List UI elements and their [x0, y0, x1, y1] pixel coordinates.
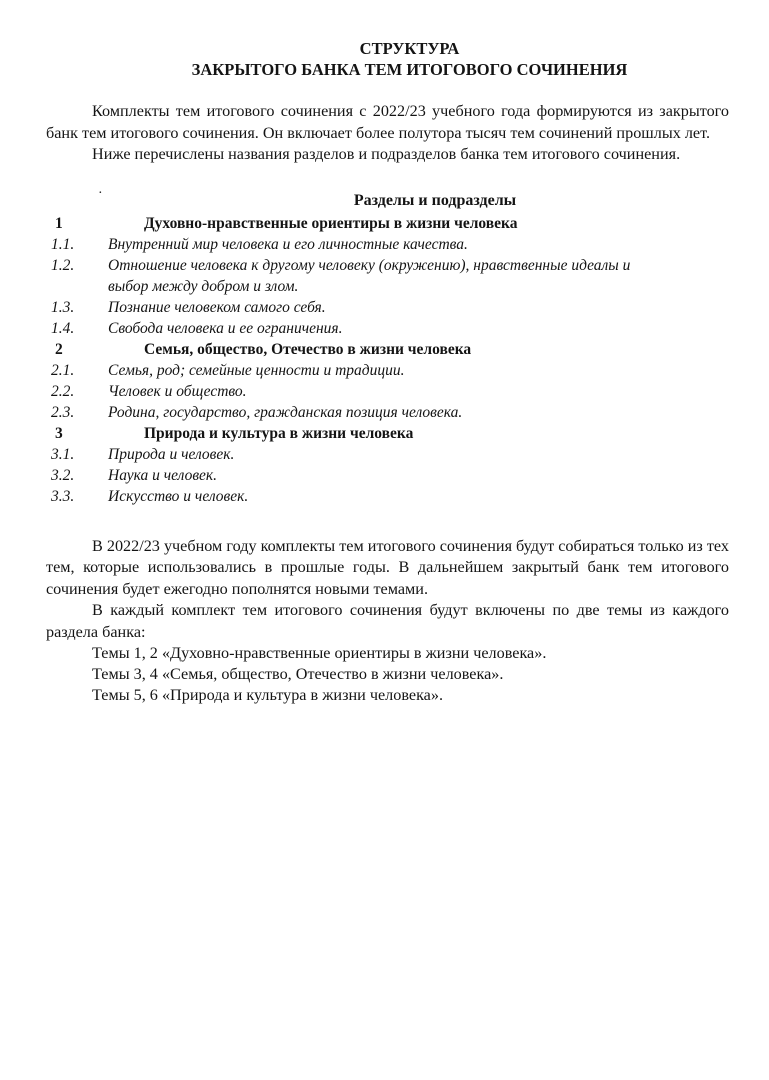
subsection-title: Семья, род; семейные ценности и традиции. [108, 361, 405, 379]
subsection-row [46, 402, 729, 423]
section-number: 3 [55, 424, 63, 442]
title-line-1: СТРУКТУРА [359, 39, 460, 58]
intro-block [46, 101, 729, 166]
sections-table [46, 185, 729, 507]
subsection-title: Природа и человек. [108, 445, 235, 463]
subsection-row [46, 255, 729, 297]
outro-block [46, 536, 729, 707]
subsection-row [46, 360, 729, 381]
section-title: Природа и культура в жизни человека [144, 424, 414, 442]
subsection-number: 2.2. [51, 382, 75, 400]
subsection-number: 1.3. [51, 298, 75, 316]
subsection-title: Родина, государство, гражданская позиция человека. [108, 403, 463, 421]
document-page [46, 38, 729, 706]
stray-dot: · [98, 185, 103, 201]
section-title: Семья, общество, Отечество в жизни человека [144, 340, 472, 358]
subsection-number: 2.3. [51, 403, 75, 421]
subsection-row [46, 234, 729, 255]
intro-paragraph-1: Комплекты тем итогового сочинения с 2022/23 учебного года формируются из закрытого банк тем итогового сочинения. Он включает более полутора тысяч тем сочинений прошлых лет. [46, 102, 729, 142]
section-title: Духовно-нравственные ориентиры в жизни человека [144, 214, 518, 232]
intro-paragraph-2: Ниже перечислены названия разделов и подразделов банка тем итогового сочинения. [92, 145, 681, 163]
outro-paragraph-1: В 2022/23 учебном году комплекты тем итогового сочинения будут собираться только из тех тем, которые использовались в прошлые годы. В дальнейшем закрытый банк тем итогового сочинения будет ежегодно пополнятся новыми темами. [46, 536, 729, 598]
subsection-number: 3.2. [51, 466, 75, 484]
subsection-row [46, 318, 729, 339]
subsection-row [46, 465, 729, 486]
subsection-title: Искусство и человек. [108, 487, 249, 505]
section-number: 1 [55, 214, 63, 232]
section-row [46, 423, 729, 444]
subsection-number: 2.1. [51, 361, 75, 379]
subsection-row [46, 486, 729, 507]
subsection-title: Свобода человека и ее ограничения. [108, 319, 343, 337]
subsection-number: 3.1. [51, 445, 75, 463]
section-number: 2 [55, 340, 63, 358]
theme-line: Темы 1, 2 «Духовно-нравственные ориентиры в жизни человека». [92, 644, 547, 662]
document-title [46, 38, 729, 80]
subsection-number: 1.1. [51, 235, 75, 253]
subsection-title: Внутренний мир человека и его личностные качества. [108, 235, 468, 253]
subsection-row [46, 297, 729, 318]
subsection-number: 1.2. [51, 256, 75, 274]
subsection-row [46, 381, 729, 402]
subsection-row [46, 444, 729, 465]
subsection-title: Познание человеком самого себя. [108, 298, 326, 316]
theme-line: Темы 5, 6 «Природа и культура в жизни человека». [92, 686, 444, 704]
subsection-title: Отношение человека к другому человеку (окружению), нравственные идеалы и выбор между добром и злом. [108, 256, 631, 295]
section-row [46, 213, 729, 234]
title-line-2: ЗАКРЫТОГО БАНКА ТЕМ ИТОГОВОГО СОЧИНЕНИЯ [191, 60, 628, 79]
subsection-number: 3.3. [51, 487, 75, 505]
outro-paragraph-2: В каждый комплект тем итогового сочинения будут включены по две темы из каждого раздела банка: [46, 601, 729, 641]
subsection-title: Наука и человек. [108, 466, 218, 484]
subsection-number: 1.4. [51, 319, 75, 337]
section-row [46, 339, 729, 360]
subsection-title: Человек и общество. [108, 382, 247, 400]
sections-table-header: Разделы и подразделы [353, 191, 517, 209]
theme-line: Темы 3, 4 «Семья, общество, Отечество в жизни человека». [92, 665, 504, 683]
